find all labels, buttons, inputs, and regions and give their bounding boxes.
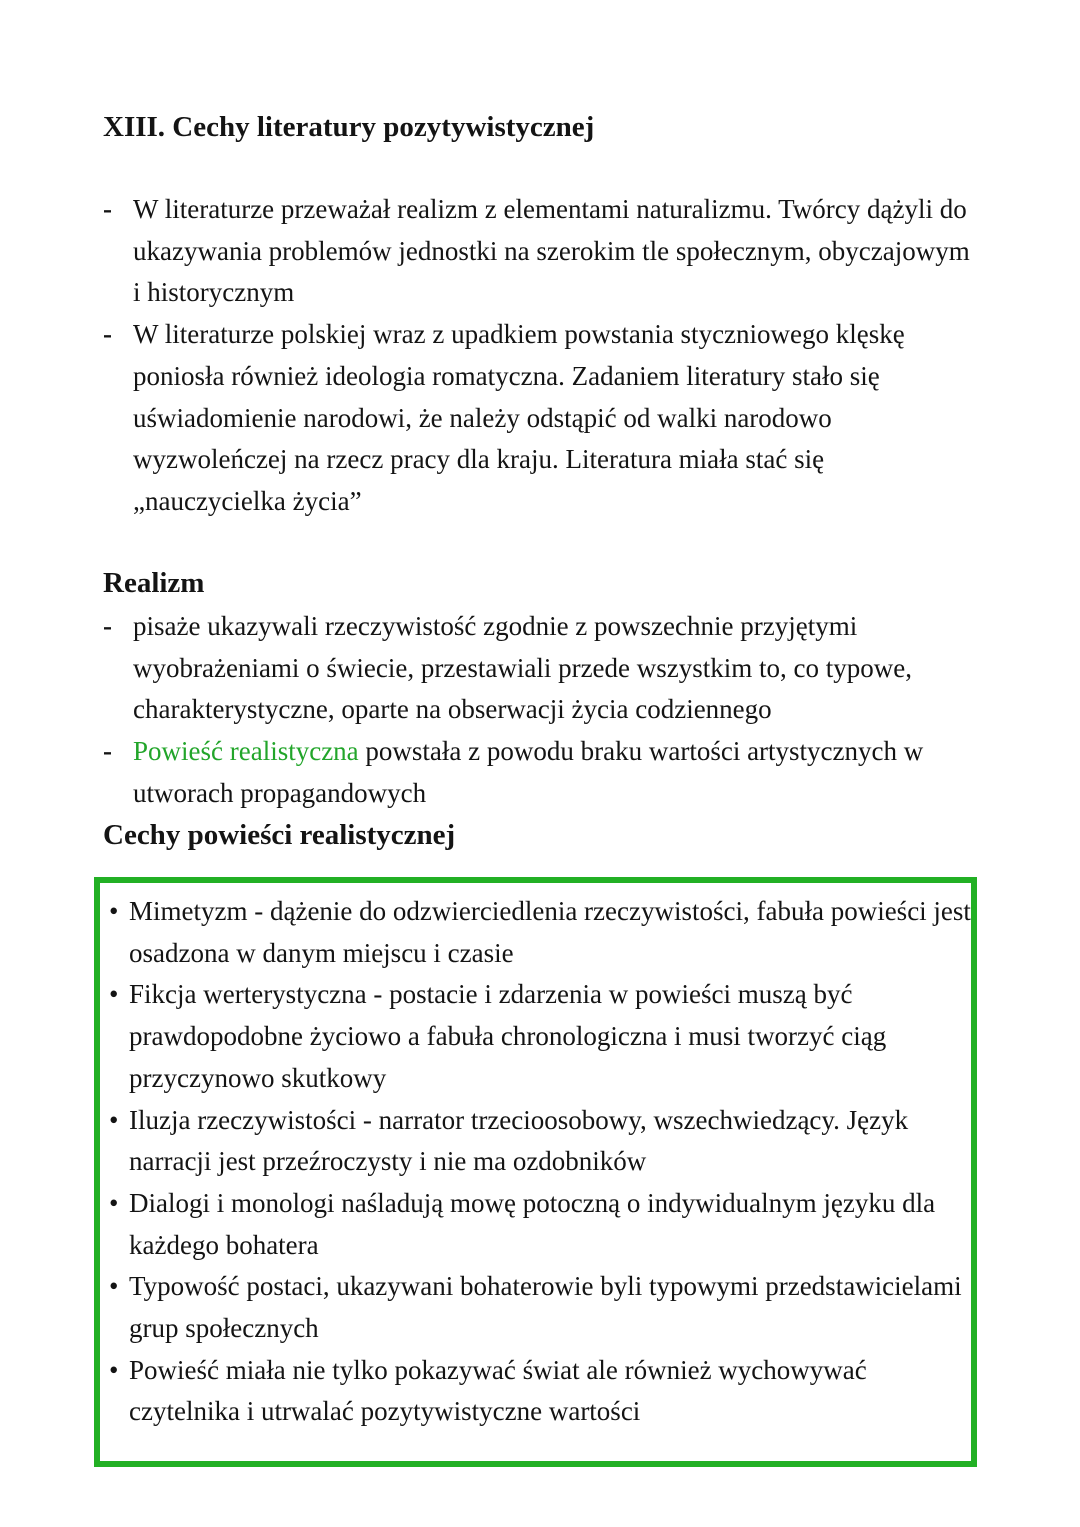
list-item-text: W literaturze przeważał realizm z elementami naturalizmu. Twórcy dążyli do ukazywania problemów jednostki na szerokim tle społecznym, obyczajowym i historycznym [133,194,970,308]
bullet-dot-icon: • [109,1104,119,1135]
intro-list [0,189,973,523]
list-item-text: pisaże ukazywali rzeczywistość zgodnie z powszechnie przyjętymi wyobrażeniami o świecie, przestawiali przede wszystkim to, co typowe, charakterystyczne, oparte na obserwacji życia codziennego [133,611,912,725]
list-item-text: powstała z powodu braku wartości artystycznych w utworach propagandowych [133,736,924,808]
list-item [0,891,974,974]
list-item-text: Dialogi i monologi naśladują mowę potoczną o indywidualnym języku dla każdego bohatera [129,1187,936,1260]
list-item-text: Mimetyzm - dążenie do odzwierciedlenia rzeczywistości, fabuła powieści jest osadzona w danym miejscu i czasie [129,896,971,968]
dash-bullet-icon: - [103,611,112,641]
list-item [0,314,973,523]
list-item-text: Fikcja werterystyczna - postacie i zdarzenia w powieści muszą być prawdopodobne życiowo a fabuła chronologiczna i musi tworzyć ciąg przyczynowo skutkowy [129,979,887,1093]
list-item [0,974,974,1099]
bullet-dot-icon: • [109,896,119,926]
bullet-dot-icon: • [109,1271,119,1302]
list-item [0,1266,974,1349]
list-item [0,606,973,731]
section-heading-cechy: Cechy powieści realistycznej [103,819,456,851]
list-item [0,1183,974,1266]
list-item-text: Powieść miała nie tylko pokazywać świat ale również wychowywać czytelnika i utrwalać pozytywistyczne wartości [129,1354,867,1427]
list-item-text: W literaturze polskiej wraz z upadkiem powstania styczniowego klęskę poniosła również ideologia romatyczna. Zadaniem literatury stało się uświadomienie narodowi, że należy odstąpić od walki narodowo wyzwoleńczej na rzecz pracy dla kraju. Literatura miała stać się „nauczycielka życia” [133,319,905,516]
highlighted-term: Powieść realistyczna [133,736,359,767]
list-item-text: Typowość postaci, ukazywani bohaterowie byli typowymi przedstawicielami grup społecznych [129,1271,962,1344]
dash-bullet-icon: - [103,194,112,224]
dash-bullet-icon: - [103,736,112,767]
bullet-dot-icon: • [109,1354,119,1385]
list-item [0,731,973,814]
section-heading-realizm: Realizm [103,567,205,599]
list-item [0,1100,974,1183]
page-title: XIII. Cechy literatury pozytywistycznej [103,111,595,143]
bullet-dot-icon: • [109,979,119,1010]
features-list [0,891,974,1433]
realizm-list [0,606,973,815]
list-item-text: Iluzja rzeczywistości - narrator trzecioosobowy, wszechwiedzący. Język narracji jest przeźroczysty i nie ma ozdobników [129,1104,909,1177]
list-item [0,1350,974,1433]
bullet-dot-icon: • [109,1187,119,1218]
dash-bullet-icon: - [103,319,112,350]
list-item [0,189,973,314]
